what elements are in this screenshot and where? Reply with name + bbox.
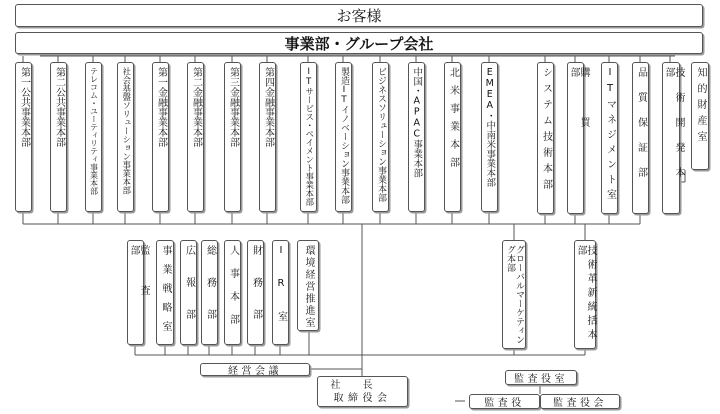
division-label: 製造ITイノベーション事業本部	[339, 67, 349, 204]
division-north-america	[444, 62, 461, 212]
staff-label: IR室	[275, 245, 287, 343]
staff-pr	[180, 240, 197, 345]
customer-box	[15, 4, 703, 27]
audit-office	[505, 370, 577, 385]
function-label: 知的財産室	[695, 67, 706, 147]
staff-environment	[297, 240, 319, 331]
board-label: 取締役会	[333, 393, 392, 404]
staff-label: 広報部	[183, 245, 195, 341]
division-finance-1	[152, 62, 169, 212]
division-label: 第二公共事業本部	[53, 67, 65, 147]
function-label: 購買部	[568, 67, 589, 167]
tech-innovation-hq	[574, 240, 596, 349]
division-china-apac	[408, 62, 425, 212]
division-business-solution	[372, 62, 389, 212]
president-label: 社長	[330, 379, 395, 391]
division-label: 第二金融事業本部	[190, 67, 202, 147]
staff-label: 環境経営推進室	[303, 245, 314, 329]
auditor-label: 監査役	[484, 398, 525, 409]
division-label: 第一公共事業本部	[18, 67, 30, 147]
president-board	[317, 376, 408, 407]
tech-innovation-label: 技術革新統括本部	[575, 245, 596, 343]
function-purchasing	[567, 62, 589, 214]
function-label: ITマネジメント室	[604, 67, 616, 204]
audit-office-label: 監査役室	[514, 374, 568, 385]
staff-strategy	[156, 240, 174, 345]
division-telecom	[85, 62, 102, 212]
staff-label: 事業戦略室	[160, 245, 171, 340]
division-label: 北米事業本部	[447, 67, 459, 175]
division-label: 第一金融事業本部	[155, 67, 167, 147]
staff-label: 総務部	[204, 245, 216, 341]
audit-board	[540, 394, 620, 409]
division-finance-4	[259, 62, 276, 212]
division-label: ITサービス・ペイメント事業本部	[303, 67, 314, 206]
management-committee	[200, 363, 310, 376]
division-label: テレコム・ユーティリティ事業本部	[89, 67, 99, 195]
division-emea-latam	[481, 62, 498, 212]
function-ip-office	[691, 62, 709, 170]
function-it-management	[601, 62, 618, 214]
audit-board-label: 監査役会	[553, 398, 607, 409]
function-label: 技術開発本部	[663, 67, 684, 192]
division-manufacturing-it	[335, 62, 352, 212]
function-label: 品質保証部	[635, 67, 647, 192]
function-tech-development	[662, 62, 684, 214]
staff-label: 監査部	[128, 245, 149, 325]
staff-audit-dept	[127, 240, 149, 345]
division-it-payment	[300, 62, 317, 212]
division-social-infra	[117, 62, 134, 212]
staff-hr	[224, 240, 241, 345]
division-label: EMEA・中南米事業本部	[484, 67, 496, 187]
division-finance-2	[187, 62, 204, 212]
division-public-1	[15, 62, 32, 212]
function-system-tech	[537, 62, 554, 214]
function-label: システム技術本部	[540, 67, 552, 195]
staff-finance	[247, 240, 264, 345]
staff-label: 人事本部	[227, 245, 239, 337]
division-label: 社会基盤ソリューション事業本部	[120, 67, 131, 195]
customer-label: お客様	[336, 7, 382, 25]
division-label: 第四金融事業本部	[262, 67, 274, 147]
staff-label: 財務部	[250, 245, 262, 341]
staff-general-affairs	[201, 240, 218, 345]
division-label: 第三金融事業本部	[227, 67, 239, 147]
global-marketing-hq	[502, 240, 526, 349]
function-quality-assurance	[632, 62, 649, 214]
auditor	[469, 394, 540, 409]
division-finance-3	[224, 62, 241, 212]
division-label: 中国・APAC事業本部	[411, 67, 423, 178]
staff-ir	[272, 240, 289, 345]
management-committee-label: 経営会議	[228, 366, 282, 377]
division-group-label: 事業部・グループ会社	[284, 34, 434, 53]
division-group-box	[15, 32, 703, 54]
division-label: ビジネスソリューション事業本部	[376, 67, 386, 202]
division-public-2	[50, 62, 67, 212]
global-marketing-label: グローバルマーケティング本部	[505, 245, 524, 344]
